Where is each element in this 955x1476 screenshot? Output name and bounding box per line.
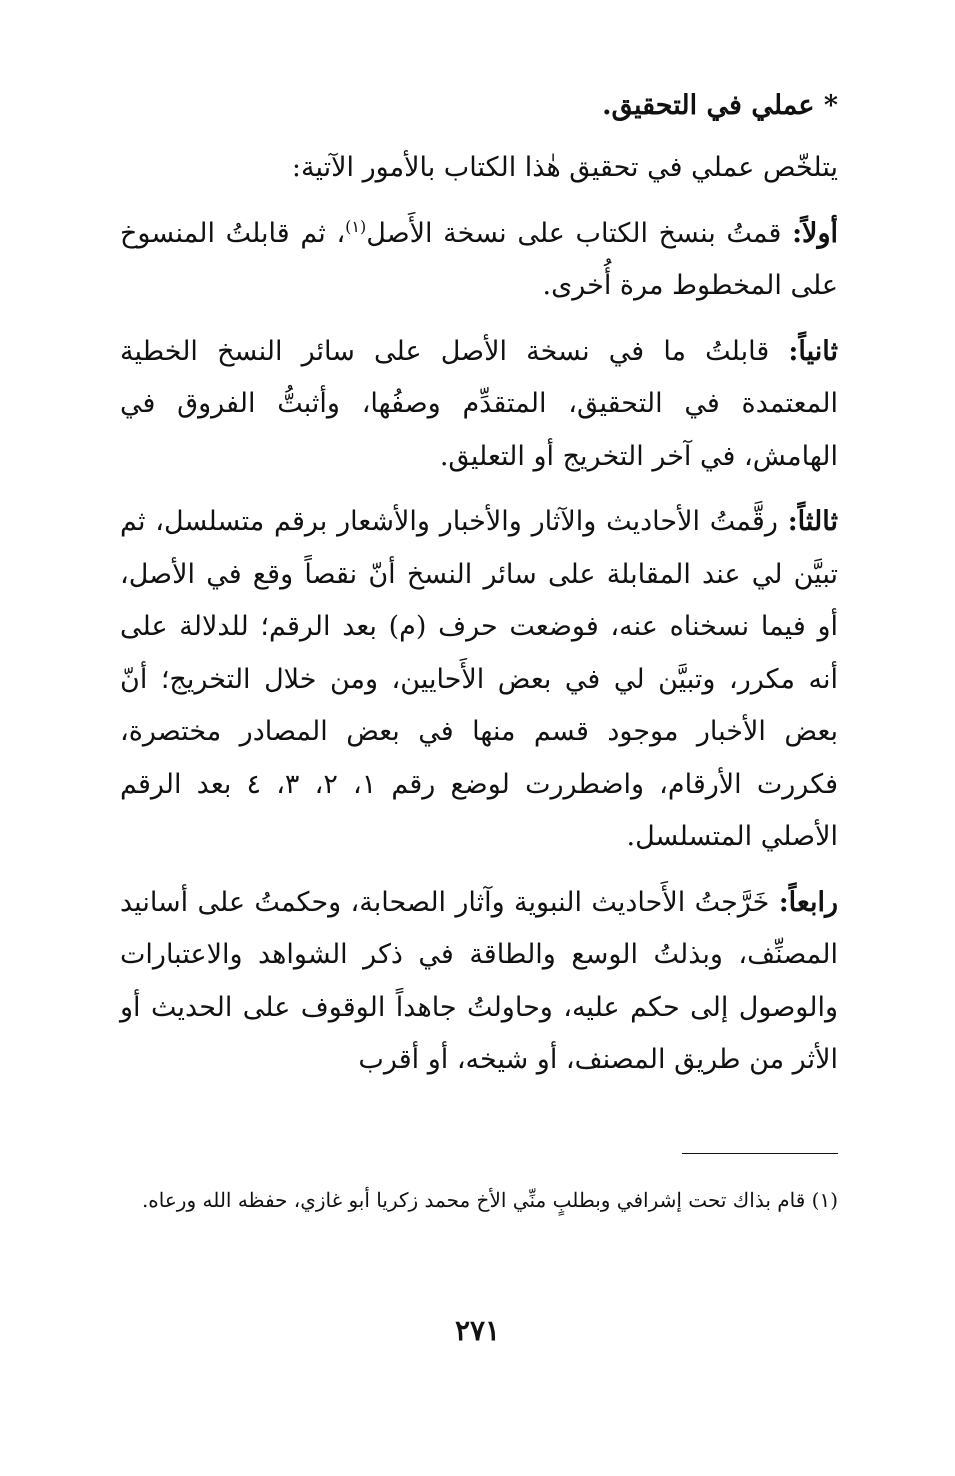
- item-third: [120, 496, 838, 864]
- item-second: [120, 326, 838, 484]
- footnote-separator: [682, 1153, 838, 1154]
- item-first-text: قمتُ بنسخ الكتاب على نسخة الأَصل: [366, 217, 793, 249]
- section-heading: * عملي في التحقيق.: [602, 90, 838, 121]
- footnote: (١) قام بذاك تحت إشرافي وبطلبٍ منِّي الأخ محمد زكريا أبو غازي، حفظه الله ورعاه.: [141, 1188, 838, 1212]
- item-first-text-after: ، ثم قابلتُ المنسوخ على المخطوط مرة أُخرى.: [120, 217, 838, 301]
- footnote-reference[interactable]: (١): [345, 216, 367, 236]
- item-fourth: [120, 877, 838, 1087]
- item-first-lead: أولاً:: [792, 217, 838, 249]
- item-fourth-text: خَرَّجتُ الأَحاديث النبوية وآثار الصحابة، وحكمتُ على أسانيد المصنِّف، وبذلتُ الوسع والطاقة في ذكر الشواهد والاعتبارات والوصول إلى حكم عليه، وحاولتُ جاهداً الوقوف على الحديث أو الأثر من طريق المصنف، أو شيخه، أو أقرب: [120, 886, 838, 1075]
- item-third-lead: ثالثاً:: [787, 506, 838, 537]
- main-text: [120, 80, 838, 1100]
- item-second-lead: ثانياً:: [788, 335, 838, 367]
- item-second-text: قابلتُ ما في نسخة الأصل على سائر النسخ الخطية المعتمدة في التحقيق، المتقدِّم وصفُها، وأثبتُّ الفروق في الهامش، في آخر التخريج أو التعليق.: [120, 335, 838, 472]
- item-first: [120, 208, 838, 313]
- intro-paragraph: يتلخّص عملي في تحقيق هٰذا الكتاب بالأمور الآتية:: [291, 152, 838, 183]
- item-fourth-lead: رابعاً:: [778, 886, 838, 918]
- item-third-text: رقَّمتُ الأحاديث والآثار والأخبار والأشعار برقم متسلسل، ثم تبيَّن لي عند المقابلة على سائر النسخ أنّ نقصاً وقع في الأصل، أو فيما نسخناه عنه، فوضعت حرف (م) بعد الرقم؛ للدلالة على أنه مكرر، وتبيَّن لي في بعض الأَحايين، ومن خلال التخريج؛ أنّ بعض الأخبار موجود قسم منها في بعض المصادر مختصرة، فكررت الأرقام، واضطررت لوضع رقم ١، ٢، ٣، ٤ بعد الرقم الأصلي المتسلسل.: [120, 506, 839, 852]
- page-number: ٢٧١: [454, 1314, 501, 1347]
